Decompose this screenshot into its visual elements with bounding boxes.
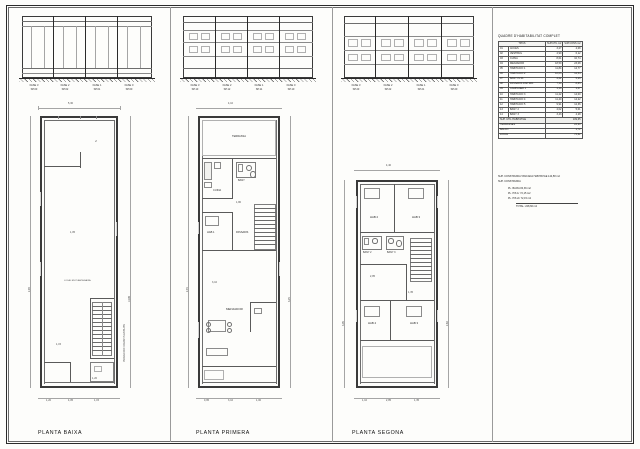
elevation-label-top-2: FASE 2 bbox=[222, 84, 232, 87]
elevation-label-top-1: FASE 3 bbox=[351, 84, 361, 87]
dim-bottom-1: 1,10 bbox=[362, 399, 368, 402]
chair bbox=[206, 322, 211, 327]
total-value: 1,72 bbox=[546, 128, 583, 133]
row-code: 07 bbox=[499, 77, 509, 82]
bathtub bbox=[364, 238, 369, 245]
dim-right: 3,25 bbox=[288, 297, 291, 302]
total-label: SUP. UTIL HABITATGE bbox=[499, 118, 546, 123]
dim-interior-3: 1,20 bbox=[92, 377, 98, 380]
dim-interior-1: 1,80 bbox=[236, 201, 242, 204]
plan-planta-primera bbox=[186, 102, 307, 436]
dim-bottom-2: 4,05 bbox=[68, 399, 74, 402]
row-v2: 1,47 bbox=[563, 87, 582, 92]
row-v1: 11,84 bbox=[546, 67, 563, 72]
row-name: HABITACIO 4 bbox=[509, 98, 546, 103]
row-name: CAMPANER 1 bbox=[509, 87, 546, 92]
bed bbox=[364, 188, 380, 199]
local-note: LOCAL EN PLANTA BAIXA bbox=[64, 280, 91, 282]
room-label-hab3: HAB 3 bbox=[412, 215, 421, 219]
row-code: 11 bbox=[499, 98, 509, 103]
schedule-header-util: SUP.UTIL m2 bbox=[547, 41, 562, 45]
total-label: BALCO bbox=[499, 128, 546, 133]
row-name: HABITACIO 2 bbox=[509, 72, 546, 77]
elevation-label-bottom-2: SP.22 bbox=[384, 88, 392, 91]
row-v2: 4,28 bbox=[563, 113, 582, 118]
row-code: 13 bbox=[499, 108, 509, 113]
dim-bottom-3: 1,15 bbox=[94, 399, 100, 402]
elevation-label-top-3: FASE 1 bbox=[416, 84, 426, 87]
chair bbox=[227, 322, 232, 327]
chair bbox=[206, 328, 211, 333]
dim-left: 2,45 bbox=[186, 287, 189, 292]
elevation-label-top-3: FASE 1 bbox=[254, 84, 264, 87]
row-v1: 8,61 bbox=[546, 57, 563, 62]
row-name: HABITACIO 3 bbox=[509, 92, 546, 97]
elevation-label-bottom-3: SP.01 bbox=[93, 88, 101, 91]
elevation-label-bottom-4: SP.10 bbox=[287, 88, 295, 91]
elevation-strip-1 bbox=[22, 16, 152, 96]
dim-interior-1: 1,05 bbox=[70, 231, 76, 234]
plan-caption-primera: PLANTA PRIMERA bbox=[196, 430, 250, 436]
row-v2: 6,12 bbox=[563, 52, 582, 57]
row-v2: 4,08 bbox=[563, 47, 582, 52]
room-label-bany: BANY bbox=[238, 179, 245, 182]
dim-top: 5,30 bbox=[68, 102, 74, 105]
plan-caption-baixa: PLANTA BAIXA bbox=[38, 430, 83, 436]
elevation-strip-2 bbox=[183, 16, 313, 96]
room-label-menjador: MENJADOR bbox=[226, 307, 243, 311]
washbasin bbox=[372, 238, 378, 244]
schedule-note-3: PL. PIS 1r 72,15 m2 bbox=[508, 192, 531, 195]
dim-bottom-2: 3,10 bbox=[228, 399, 234, 402]
schedule-header-cons: SUP.CONS m2 bbox=[564, 41, 581, 45]
row-v1: 1,18 bbox=[546, 87, 563, 92]
schedule-note-0: SUP. CONSTRUIDA TANCADA HABITATGE 144,58 m2 bbox=[498, 175, 560, 178]
total-label: LOCAL bbox=[499, 133, 546, 138]
row-v1: 18,50 bbox=[546, 62, 563, 67]
room-label-hab2: HAB 2 bbox=[370, 215, 379, 219]
row-code: 06 bbox=[499, 72, 509, 77]
terrace-upper bbox=[362, 346, 432, 378]
row-v1: 11,40 bbox=[546, 98, 563, 103]
elevation-label-bottom-4: SP.00 bbox=[125, 88, 133, 91]
washbasin bbox=[388, 238, 394, 244]
row-name: ACCES bbox=[509, 47, 546, 52]
row-v2: 12,36 bbox=[563, 103, 582, 108]
row-v1: 4,90 bbox=[546, 52, 563, 57]
elevation-label-bottom-3: SP.11 bbox=[255, 88, 263, 91]
row-v1: 9,91 bbox=[546, 103, 563, 108]
north-label: N bbox=[95, 140, 98, 142]
habitability-schedule bbox=[498, 34, 618, 214]
sofa bbox=[206, 348, 228, 356]
row-name: BANY PLTA bbox=[509, 77, 546, 82]
row-name: HABITACIO 5 bbox=[509, 103, 546, 108]
row-name: HABITACIO 1 bbox=[509, 67, 546, 72]
row-v2: 14,00 bbox=[563, 92, 582, 97]
elevation-label-bottom-1: SP.03 bbox=[30, 88, 38, 91]
elevation-label-top-2: FASE 2 bbox=[383, 84, 393, 87]
dim-bottom-1: 0,95 bbox=[204, 399, 210, 402]
dim-top: 4,40 bbox=[386, 164, 392, 167]
row-v2: 14,22 bbox=[563, 98, 582, 103]
column-separator-1 bbox=[170, 7, 171, 442]
room-label-bany2: BANY 2 bbox=[363, 251, 372, 254]
row-v1: 3,27 bbox=[546, 47, 563, 52]
dim-right: 13,85 bbox=[128, 296, 131, 302]
row-v1: 7,10 bbox=[546, 82, 563, 87]
toilet bbox=[250, 171, 256, 178]
schedule-title: QUADRE D'HABITABILITAT COMPLET bbox=[498, 34, 561, 38]
row-v2: 5,26 bbox=[563, 77, 582, 82]
room-label-cuina: CUINA bbox=[213, 189, 222, 192]
bed bbox=[364, 306, 380, 317]
dim-interior-2: 3,10 bbox=[212, 281, 218, 284]
room-label-hab3b: HAB 3 bbox=[410, 321, 419, 325]
elevation-label-bottom-4: SP.20 bbox=[450, 88, 458, 91]
table-row-total bbox=[499, 133, 583, 138]
dim-interior-2: 1,15 bbox=[56, 343, 62, 346]
dim-bottom-3: 1,00 bbox=[256, 399, 262, 402]
column-separator-3 bbox=[492, 7, 493, 442]
elevation-label-top-1: FASE 3 bbox=[190, 84, 200, 87]
elevation-label-bottom-1: SP.23 bbox=[352, 88, 360, 91]
bed bbox=[205, 216, 219, 226]
dim-right: 2,60 bbox=[446, 321, 449, 326]
dim-left: 2,90 bbox=[28, 287, 31, 292]
row-code: 05 bbox=[499, 67, 509, 72]
washbasin bbox=[246, 165, 252, 171]
side-note: PROJECCIO FORJAT PLANTA PIS bbox=[123, 324, 126, 362]
row-v2: 23,08 bbox=[563, 62, 582, 67]
plan-planta-segona bbox=[342, 164, 465, 436]
elevation-label-bottom-2: SP.02 bbox=[61, 88, 69, 91]
bathtub bbox=[238, 164, 243, 172]
elevation-label-top-1: FASE 3 bbox=[29, 84, 39, 87]
schedule-note-4: PL. PIS 2n 72,15 m2 bbox=[508, 197, 532, 200]
elevation-label-bottom-1: SP.13 bbox=[191, 88, 199, 91]
row-v1: 3,43 bbox=[546, 113, 563, 118]
row-name: MENJADOR bbox=[509, 62, 546, 67]
row-v2: 5,01 bbox=[563, 108, 582, 113]
column-separator-2 bbox=[332, 7, 333, 442]
elevation-label-top-2: FASE 2 bbox=[60, 84, 70, 87]
chair bbox=[227, 328, 232, 333]
dim-interior-2: 1,35 bbox=[408, 291, 414, 294]
row-code: 01 bbox=[499, 47, 509, 52]
kitchen-sink bbox=[214, 162, 221, 169]
room-label-hab4: HAB 4 bbox=[368, 321, 377, 325]
row-v1: 11,22 bbox=[546, 92, 563, 97]
dim-bottom-3: 1,35 bbox=[414, 399, 420, 402]
schedule-note-2: PL. BAIXA 84,36 m2 bbox=[508, 187, 531, 190]
stair-treads bbox=[254, 204, 276, 250]
plan-planta-baixa bbox=[28, 102, 144, 436]
row-v2: 8,85 bbox=[563, 82, 582, 87]
room-label-hab1: HAB 1 bbox=[207, 231, 215, 234]
elevation-label-bottom-2: SP.12 bbox=[223, 88, 231, 91]
wc-fixture bbox=[254, 308, 262, 314]
room-label-bany3: BANY 3 bbox=[387, 251, 396, 254]
row-name: BANY 3 bbox=[509, 113, 546, 118]
elevation-label-top-3: FASE 1 bbox=[92, 84, 102, 87]
kitchen-appliance bbox=[204, 182, 212, 188]
row-v2: 12,54 bbox=[563, 72, 582, 77]
room-label-passadis: PASSADIS bbox=[236, 231, 249, 234]
schedule-note-1: SUP. CONSTRUIDA bbox=[498, 180, 521, 183]
row-name: VESTIBUL bbox=[509, 52, 546, 57]
stair-treads bbox=[410, 238, 432, 282]
kitchen-counter bbox=[204, 162, 212, 180]
row-code: 08 bbox=[499, 82, 509, 87]
row-v1: 4,02 bbox=[546, 108, 563, 113]
elevation-label-bottom-3: SP.21 bbox=[417, 88, 425, 91]
balcony bbox=[204, 370, 224, 380]
row-code: 12 bbox=[499, 103, 509, 108]
dim-bottom-2: 2,85 bbox=[386, 399, 392, 402]
row-v1: 4,22 bbox=[546, 77, 563, 82]
dim-top: 4,10 bbox=[228, 102, 234, 105]
schedule-note-5: TOTAL: 228,66 m2 bbox=[516, 205, 538, 208]
schedule-table bbox=[498, 41, 583, 139]
room-label-terrassa: TERRASSA bbox=[232, 135, 246, 138]
row-code: 09 bbox=[499, 87, 509, 92]
elevation-strip-3 bbox=[344, 16, 474, 96]
dim-bottom-1: 1,20 bbox=[46, 399, 52, 402]
total-value: 23,60 bbox=[546, 123, 583, 128]
row-name: CUINA bbox=[509, 57, 546, 62]
elevation-label-top-4: FASE 0 bbox=[449, 84, 459, 87]
row-v2: 14,77 bbox=[563, 67, 582, 72]
row-v1: 10,05 bbox=[546, 72, 563, 77]
schedule-header-type: TIPUS bbox=[499, 42, 546, 47]
bed bbox=[406, 306, 422, 317]
plan-caption-segona: PLANTA SEGONA bbox=[352, 430, 404, 436]
elevation-label-top-4: FASE 0 bbox=[124, 84, 134, 87]
row-code: 14 bbox=[499, 113, 509, 118]
total-value: 109,65 bbox=[546, 118, 583, 123]
bed bbox=[408, 188, 424, 199]
elevation-label-top-4: FASE 0 bbox=[286, 84, 296, 87]
dim-left: 3,05 bbox=[342, 321, 345, 326]
row-name: BANY 2 bbox=[509, 108, 546, 113]
row-code: 10 bbox=[499, 92, 509, 97]
row-code: 03 bbox=[499, 57, 509, 62]
row-name: PASSADIS DISTRIB. bbox=[509, 82, 546, 87]
dim-interior-1: 2,85 bbox=[370, 275, 376, 278]
row-code: 04 bbox=[499, 62, 509, 67]
row-v2: 10,74 bbox=[563, 57, 582, 62]
row-code: 02 bbox=[499, 52, 509, 57]
total-value: 73,82 bbox=[546, 133, 583, 138]
toilet bbox=[396, 240, 402, 247]
total-label: TERRASSES bbox=[499, 123, 546, 128]
